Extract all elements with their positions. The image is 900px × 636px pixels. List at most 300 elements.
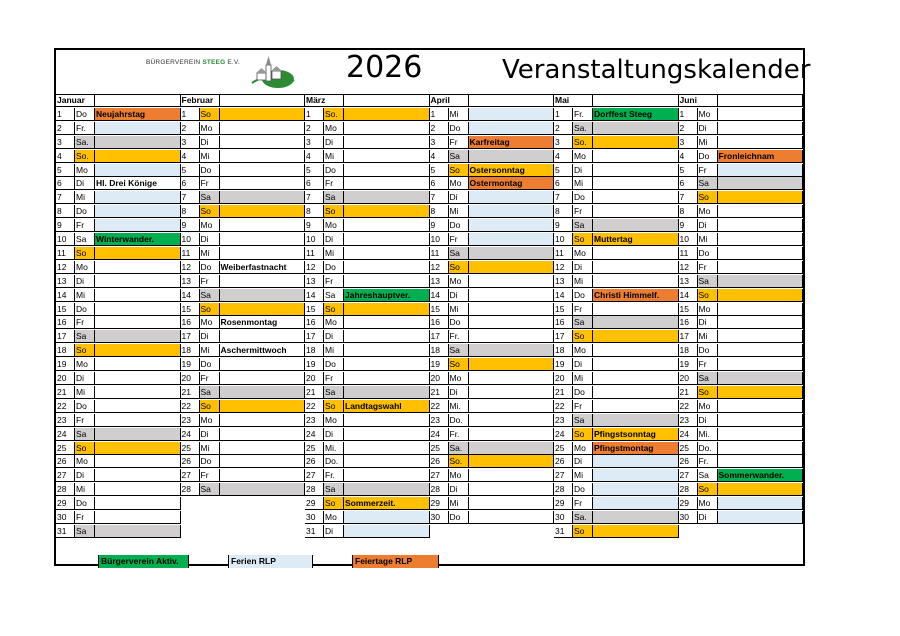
day-row xyxy=(181,316,306,329)
event-cell xyxy=(718,400,804,413)
day-number: 18 xyxy=(181,344,200,357)
event-cell xyxy=(220,483,306,496)
event-cell xyxy=(220,177,306,190)
weekday: So xyxy=(200,205,220,218)
day-row xyxy=(554,289,679,302)
day-number: 9 xyxy=(430,219,449,232)
day-row xyxy=(56,247,181,260)
day-number: 10 xyxy=(181,233,200,246)
day-row xyxy=(56,150,181,163)
day-number: 28 xyxy=(181,483,200,496)
event-cell xyxy=(95,164,181,177)
day-number: 9 xyxy=(679,219,698,232)
day-number: 25 xyxy=(679,442,698,455)
event-cell xyxy=(469,372,555,385)
event-cell xyxy=(95,525,181,538)
day-number: 5 xyxy=(554,164,573,177)
weekday: Sa. xyxy=(75,136,95,149)
event-cell xyxy=(95,455,181,468)
day-row xyxy=(305,511,430,524)
event-cell xyxy=(718,483,804,496)
event-cell xyxy=(469,497,555,510)
day-number: 29 xyxy=(56,497,75,510)
weekday: Di xyxy=(200,330,220,343)
day-row xyxy=(305,261,430,274)
day-row xyxy=(305,150,430,163)
day-number: 31 xyxy=(554,525,573,538)
month-title-blank xyxy=(344,94,430,107)
day-row xyxy=(181,455,306,468)
day-row xyxy=(679,136,804,149)
weekday: Fr xyxy=(75,414,95,427)
weekday: Do xyxy=(698,247,718,260)
event-cell xyxy=(469,469,555,482)
day-row xyxy=(430,164,555,177)
day-number: 28 xyxy=(305,483,324,496)
event-cell: Hl. Drei Könige xyxy=(95,177,181,190)
event-cell xyxy=(344,150,430,163)
weekday: Mi xyxy=(75,289,95,302)
weekday: Mi xyxy=(75,191,95,204)
weekday: Do xyxy=(573,289,593,302)
event-cell xyxy=(344,233,430,246)
day-number: 8 xyxy=(430,205,449,218)
day-number: 28 xyxy=(430,483,449,496)
day-number: 11 xyxy=(305,247,324,260)
event-cell xyxy=(469,414,555,427)
weekday: Mo xyxy=(324,219,344,232)
weekday: Sa xyxy=(698,177,718,190)
weekday: Sa xyxy=(698,469,718,482)
calendar-title: Veranstaltungskalender xyxy=(502,55,811,85)
legend-row xyxy=(56,555,803,568)
month-title: Januar xyxy=(56,94,95,107)
day-row xyxy=(679,289,804,302)
event-cell xyxy=(593,122,679,135)
day-number: 3 xyxy=(305,136,324,149)
event-cell: Aschermittwoch xyxy=(220,344,306,357)
weekday: Fr xyxy=(573,497,593,510)
day-row xyxy=(56,219,181,232)
weekday: Di xyxy=(324,428,344,441)
event-cell xyxy=(95,205,181,218)
day-number: 21 xyxy=(679,386,698,399)
day-number: 26 xyxy=(56,455,75,468)
day-number: 31 xyxy=(305,525,324,538)
day-row xyxy=(554,386,679,399)
day-row xyxy=(430,247,555,260)
weekday: Di xyxy=(200,428,220,441)
event-cell xyxy=(593,386,679,399)
day-number: 9 xyxy=(554,219,573,232)
event-cell xyxy=(469,358,555,371)
weekday: Do xyxy=(449,122,469,135)
weekday: Mo xyxy=(573,442,593,455)
day-number: 4 xyxy=(181,150,200,163)
day-row xyxy=(554,372,679,385)
day-number: 24 xyxy=(554,428,573,441)
day-number: 3 xyxy=(679,136,698,149)
weekday: Mi xyxy=(324,150,344,163)
weekday: Mo xyxy=(698,205,718,218)
day-row xyxy=(181,289,306,302)
weekday: Mo xyxy=(573,344,593,357)
weekday: Do xyxy=(573,483,593,496)
weekday: Di xyxy=(449,386,469,399)
event-cell: Winterwander. xyxy=(95,233,181,246)
day-number: 4 xyxy=(430,150,449,163)
day-number: 27 xyxy=(305,469,324,482)
weekday: Fr xyxy=(324,177,344,190)
weekday: So xyxy=(573,525,593,538)
event-cell xyxy=(220,191,306,204)
day-row xyxy=(56,469,181,482)
event-cell xyxy=(220,219,306,232)
weekday: Do xyxy=(200,261,220,274)
weekday: Fr xyxy=(324,275,344,288)
event-cell: Muttertag xyxy=(593,233,679,246)
day-number: 7 xyxy=(56,191,75,204)
event-cell xyxy=(95,261,181,274)
day-number: 11 xyxy=(430,247,449,260)
event-cell xyxy=(344,483,430,496)
day-number: 10 xyxy=(305,233,324,246)
day-number: 12 xyxy=(181,261,200,274)
event-cell xyxy=(344,191,430,204)
event-cell xyxy=(220,469,306,482)
event-cell xyxy=(469,261,555,274)
weekday: Mi xyxy=(698,136,718,149)
event-cell xyxy=(469,511,555,524)
day-row xyxy=(181,372,306,385)
village-logo-icon xyxy=(248,53,296,91)
weekday: Mi xyxy=(449,497,469,510)
day-row xyxy=(430,316,555,329)
day-row xyxy=(554,247,679,260)
day-row xyxy=(305,442,430,455)
event-cell: Karfreitag xyxy=(469,136,555,149)
day-number: 8 xyxy=(181,205,200,218)
event-cell xyxy=(95,316,181,329)
event-cell xyxy=(344,469,430,482)
day-number: 8 xyxy=(554,205,573,218)
weekday: Sa xyxy=(75,233,95,246)
day-row xyxy=(305,455,430,468)
day-number: 27 xyxy=(181,469,200,482)
day-row xyxy=(56,136,181,149)
day-row xyxy=(56,108,181,121)
weekday: So xyxy=(449,164,469,177)
weekday: Mo xyxy=(324,414,344,427)
day-number: 23 xyxy=(430,414,449,427)
weekday: Sa xyxy=(449,150,469,163)
day-number: 8 xyxy=(305,205,324,218)
day-row xyxy=(430,122,555,135)
event-cell xyxy=(344,428,430,441)
day-row xyxy=(430,414,555,427)
day-row xyxy=(430,275,555,288)
weekday: Mi xyxy=(324,247,344,260)
day-number: 30 xyxy=(56,511,75,524)
day-row xyxy=(430,330,555,343)
day-row xyxy=(554,233,679,246)
day-number: 13 xyxy=(181,275,200,288)
day-number: 14 xyxy=(430,289,449,302)
day-number: 23 xyxy=(679,414,698,427)
day-row xyxy=(181,442,306,455)
day-row xyxy=(679,247,804,260)
day-number: 25 xyxy=(305,442,324,455)
weekday: Mo xyxy=(200,219,220,232)
day-row xyxy=(554,483,679,496)
event-cell xyxy=(718,511,804,524)
day-number: 11 xyxy=(56,247,75,260)
event-cell xyxy=(344,330,430,343)
event-cell xyxy=(220,108,306,121)
weekday: Mo xyxy=(200,316,220,329)
day-row xyxy=(305,344,430,357)
day-number: 28 xyxy=(679,483,698,496)
day-row xyxy=(181,483,306,496)
day-row xyxy=(181,469,306,482)
month-title-blank xyxy=(220,94,306,107)
day-row xyxy=(679,191,804,204)
day-number: 28 xyxy=(56,483,75,496)
event-cell xyxy=(718,303,804,316)
weekday: Fr. xyxy=(698,455,718,468)
day-row xyxy=(181,233,306,246)
weekday: So. xyxy=(324,108,344,121)
event-cell xyxy=(344,525,430,538)
day-row xyxy=(305,400,430,413)
day-row xyxy=(679,344,804,357)
day-row xyxy=(181,275,306,288)
day-row xyxy=(554,136,679,149)
day-row xyxy=(56,191,181,204)
day-row xyxy=(430,303,555,316)
day-number: 24 xyxy=(305,428,324,441)
day-number: 23 xyxy=(554,414,573,427)
weekday: Di xyxy=(573,164,593,177)
weekday: Sa xyxy=(698,372,718,385)
weekday: So. xyxy=(75,150,95,163)
day-number: 6 xyxy=(554,177,573,190)
weekday: Di xyxy=(698,316,718,329)
event-cell: Christi Himmelf. xyxy=(593,289,679,302)
day-number: 1 xyxy=(679,108,698,121)
weekday: Mo xyxy=(698,497,718,510)
day-row xyxy=(305,219,430,232)
day-number: 17 xyxy=(679,330,698,343)
day-number: 20 xyxy=(305,372,324,385)
day-number: 6 xyxy=(679,177,698,190)
day-number: 12 xyxy=(554,261,573,274)
day-row xyxy=(679,497,804,510)
day-number: 10 xyxy=(430,233,449,246)
weekday: Mo xyxy=(75,261,95,274)
month-title: Juni xyxy=(679,94,718,107)
event-cell xyxy=(220,358,306,371)
event-cell xyxy=(344,303,430,316)
event-cell xyxy=(95,511,181,524)
day-row xyxy=(679,428,804,441)
event-cell: Pfingstmontag xyxy=(593,442,679,455)
day-number: 16 xyxy=(430,316,449,329)
event-cell xyxy=(220,414,306,427)
day-row xyxy=(554,122,679,135)
legend-feiertage: Feiertage RLP xyxy=(353,555,439,568)
weekday: So xyxy=(698,191,718,204)
day-number: 21 xyxy=(554,386,573,399)
month-title: Mai xyxy=(554,94,593,107)
weekday: Di xyxy=(449,483,469,496)
weekday: Sa xyxy=(324,386,344,399)
day-row xyxy=(554,428,679,441)
day-number: 24 xyxy=(679,428,698,441)
day-number: 17 xyxy=(430,330,449,343)
day-row xyxy=(554,442,679,455)
day-row xyxy=(305,483,430,496)
weekday: Sa xyxy=(200,483,220,496)
day-row xyxy=(554,497,679,510)
weekday: Di xyxy=(449,289,469,302)
weekday: Sa xyxy=(449,344,469,357)
day-number: 2 xyxy=(181,122,200,135)
day-number: 26 xyxy=(181,455,200,468)
day-number: 24 xyxy=(181,428,200,441)
day-row xyxy=(305,525,430,538)
event-cell xyxy=(95,275,181,288)
day-row xyxy=(430,205,555,218)
weekday: Fr xyxy=(573,400,593,413)
event-cell xyxy=(718,219,804,232)
day-number: 19 xyxy=(554,358,573,371)
day-row xyxy=(679,177,804,190)
day-number: 27 xyxy=(56,469,75,482)
event-cell xyxy=(718,358,804,371)
event-cell xyxy=(469,247,555,260)
day-row xyxy=(430,428,555,441)
weekday: Do. xyxy=(324,455,344,468)
day-row xyxy=(430,136,555,149)
weekday: So xyxy=(200,108,220,121)
event-cell xyxy=(593,414,679,427)
day-row xyxy=(305,414,430,427)
day-number: 25 xyxy=(430,442,449,455)
day-number: 10 xyxy=(554,233,573,246)
calendar-header xyxy=(56,50,811,95)
weekday: Mi xyxy=(573,372,593,385)
event-cell xyxy=(220,247,306,260)
day-row xyxy=(679,316,804,329)
weekday: Di xyxy=(698,219,718,232)
day-number: 14 xyxy=(679,289,698,302)
weekday: Mi. xyxy=(698,428,718,441)
day-row xyxy=(181,177,306,190)
weekday: Mo xyxy=(324,122,344,135)
day-row xyxy=(554,164,679,177)
day-row xyxy=(181,122,306,135)
day-row xyxy=(56,261,181,274)
day-row xyxy=(430,455,555,468)
event-cell xyxy=(344,177,430,190)
day-number: 9 xyxy=(181,219,200,232)
day-number: 29 xyxy=(679,497,698,510)
event-cell xyxy=(95,136,181,149)
weekday: So xyxy=(698,386,718,399)
weekday: Sa xyxy=(449,247,469,260)
event-cell xyxy=(593,400,679,413)
event-cell xyxy=(469,150,555,163)
day-number: 2 xyxy=(305,122,324,135)
day-row xyxy=(554,303,679,316)
day-number: 6 xyxy=(181,177,200,190)
event-cell xyxy=(220,205,306,218)
weekday: Mi xyxy=(573,469,593,482)
event-cell xyxy=(718,497,804,510)
day-row xyxy=(56,330,181,343)
day-row xyxy=(305,108,430,121)
event-cell xyxy=(220,428,306,441)
weekday: Mo xyxy=(75,455,95,468)
day-number: 30 xyxy=(554,511,573,524)
weekday: Do. xyxy=(449,414,469,427)
day-number: 23 xyxy=(181,414,200,427)
day-number: 5 xyxy=(181,164,200,177)
day-number: 12 xyxy=(430,261,449,274)
day-number: 13 xyxy=(679,275,698,288)
event-cell xyxy=(593,358,679,371)
day-number: 27 xyxy=(430,469,449,482)
day-number: 19 xyxy=(181,358,200,371)
day-number: 22 xyxy=(679,400,698,413)
day-row xyxy=(679,400,804,413)
event-cell xyxy=(344,316,430,329)
day-number: 30 xyxy=(430,511,449,524)
event-cell xyxy=(593,303,679,316)
day-number: 12 xyxy=(679,261,698,274)
day-number: 6 xyxy=(56,177,75,190)
event-cell xyxy=(469,122,555,135)
day-row xyxy=(181,344,306,357)
weekday: So xyxy=(324,497,344,510)
month-title: Februar xyxy=(181,94,220,107)
day-number: 20 xyxy=(430,372,449,385)
day-number: 24 xyxy=(430,428,449,441)
day-number: 11 xyxy=(554,247,573,260)
weekday: Di xyxy=(698,414,718,427)
day-row xyxy=(56,316,181,329)
day-row xyxy=(56,344,181,357)
event-cell xyxy=(593,483,679,496)
day-number: 15 xyxy=(679,303,698,316)
day-row xyxy=(181,330,306,343)
day-row xyxy=(305,428,430,441)
event-cell xyxy=(220,303,306,316)
event-cell xyxy=(469,303,555,316)
month-title-blank xyxy=(469,94,555,107)
weekday: Do xyxy=(698,344,718,357)
day-row xyxy=(305,469,430,482)
weekday: So xyxy=(200,303,220,316)
day-row xyxy=(181,358,306,371)
event-cell xyxy=(718,191,804,204)
event-cell xyxy=(220,164,306,177)
weekday: So xyxy=(573,330,593,343)
weekday: Di xyxy=(324,136,344,149)
weekday: Do xyxy=(573,386,593,399)
weekday: Sa xyxy=(75,525,95,538)
